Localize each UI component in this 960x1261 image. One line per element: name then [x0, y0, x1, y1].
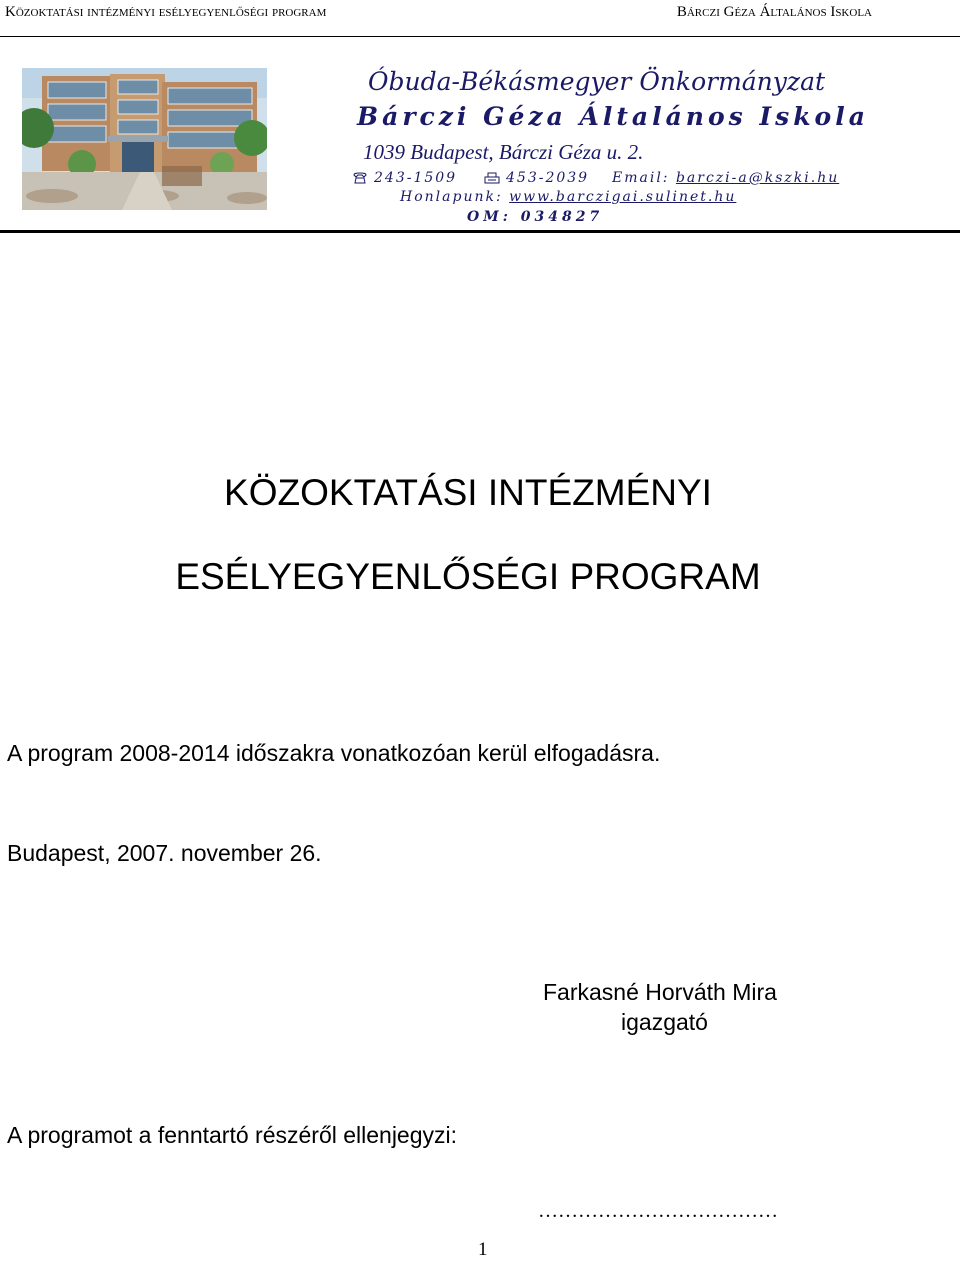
phone-number: 243-1509: [374, 170, 458, 186]
header-rule: [0, 36, 960, 37]
signer-title: igazgató: [621, 1009, 708, 1035]
countersign-text: A programot a fenntartó részéről ellenjegyzi:: [7, 1122, 458, 1148]
running-header-right: Bárczi Géza Általános Iskola: [676, 4, 872, 20]
letterhead-school-name: Bárczi Géza Általános Iskola: [357, 102, 869, 131]
signer-name: Farkasné Horváth Mira: [543, 979, 777, 1005]
fax-icon: [484, 172, 500, 184]
email-link[interactable]: barczi-a@kszki.hu: [675, 170, 840, 186]
place-and-date: Budapest, 2007. november 26.: [7, 840, 322, 866]
page-number: 1: [478, 1239, 488, 1260]
homepage-link[interactable]: www.barczigai.sulinet.hu: [509, 189, 737, 205]
letterhead-homepage: [400, 189, 736, 205]
document-title-line2: ESÉLYEGYENLŐSÉGI PROGRAM: [175, 556, 761, 597]
letterhead-rule: [0, 230, 960, 233]
running-header-left: Közoktatási intézményi esélyegyenlőségi program: [5, 4, 327, 20]
school-building-photo: [22, 68, 267, 210]
program-scope-text: A program 2008-2014 időszakra vonatkozóan kerül elfogadásra.: [7, 740, 661, 766]
letterhead-om-code: OM: 034827: [467, 209, 604, 225]
letterhead-contacts: [352, 170, 839, 186]
email-label: Email:: [612, 170, 670, 186]
signature-line: ………………………………: [538, 1200, 778, 1222]
letterhead-address: 1039 Budapest, Bárczi Géza u. 2.: [363, 140, 644, 164]
fax-number: 453-2039: [506, 170, 590, 186]
phone-icon: [352, 172, 368, 184]
homepage-label: Honlapunk:: [400, 189, 503, 205]
document-title-line1: KÖZOKTATÁSI INTÉZMÉNYI: [224, 472, 712, 513]
letterhead-municipality: Óbuda-Békásmegyer Önkormányzat: [368, 67, 826, 96]
